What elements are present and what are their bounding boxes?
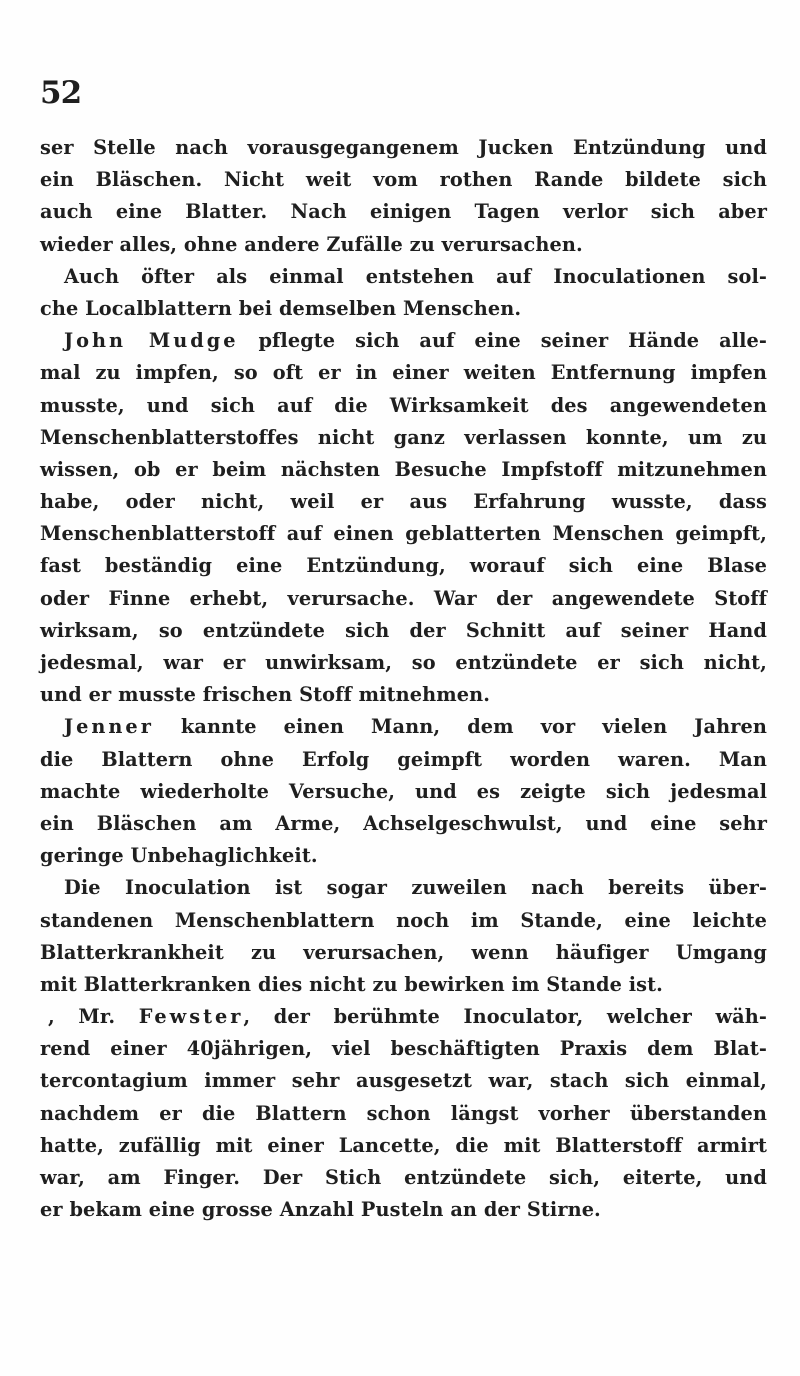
text-line: mit Blatterkranken dies nicht zu bewirken im Stande ist. [40, 972, 663, 996]
text-line: wieder alles, ohne andere Zufälle zu verursachen. [40, 232, 583, 256]
text-line: wirksam, so entzündete sich der Schnitt auf seiner Hand [40, 618, 767, 642]
text-line: tercontagium immer sehr ausgesetzt war, stach sich einmal, [40, 1069, 767, 1093]
text-line: standenen Menschenblattern noch im Stande, eine leichte [40, 908, 767, 932]
person-name: Jenner [64, 715, 154, 739]
text-line: die Blattern ohne Erfolg geimpft worden waren. Man [40, 747, 767, 771]
text-line: Die Inoculation ist sogar zuweilen nach bereits über- [64, 876, 767, 900]
text-line: machte wiederholte Versuche, und es zeigte sich jedesmal [40, 779, 767, 803]
text-line: habe, oder nicht, weil er aus Erfahrung wusste, dass [40, 490, 767, 514]
text-line: che Localblattern bei demselben Menschen. [40, 296, 522, 320]
text-line [40, 711, 767, 743]
text-line: auch eine Blatter. Nach einigen Tagen verlor sich aber [40, 200, 767, 224]
page-number: 52 [40, 75, 82, 111]
stray-mark: , [48, 1005, 55, 1029]
text-line: ser Stelle nach vorausgegangenem Jucken Entzündung und [40, 136, 767, 159]
text-line [40, 325, 767, 357]
text-line: war, am Finger. Der Stich entzündete sich, eiterte, und [40, 1166, 767, 1189]
line-text: , der berühmte Inoculator, welcher wäh- [243, 1005, 767, 1029]
text-line: und er musste frischen Stoff mitnehmen. [40, 683, 491, 707]
body-text [40, 132, 767, 1226]
text-line [40, 1001, 767, 1033]
text-line: ein Bläschen am Arme, Achselgeschwulst, und eine sehr [40, 811, 767, 835]
text-line: rend einer 40jährigen, viel beschäftigten Praxis dem Blat- [40, 1037, 767, 1061]
text-line: geringe Unbehaglichkeit. [40, 844, 318, 868]
line-text: pflegte sich auf eine seiner Hände alle- [238, 329, 768, 353]
text-line: ein Bläschen. Nicht weit vom rothen Rande bildete sich [40, 168, 767, 192]
text-line: Blatterkrankheit zu verursachen, wenn häufiger Umgang [40, 940, 767, 964]
line-text: kannte einen Mann, dem vor vielen Jahren [153, 715, 767, 739]
text-line: mal zu impfen, so oft er in einer weiten Entfernung impfen [40, 361, 767, 385]
line-text: Mr. [54, 1005, 139, 1029]
text-line: Menschenblatterstoff auf einen geblatterten Menschen geimpft, [40, 522, 767, 546]
text-line: wissen, ob er beim nächsten Besuche Impfstoff mitzunehmen [40, 457, 767, 481]
text-line: Auch öfter als einmal entstehen auf Inoculationen sol- [64, 264, 767, 288]
person-name: John Mudge [64, 329, 239, 353]
person-name: Fewster [138, 1005, 244, 1029]
text-line: musste, und sich auf die Wirksamkeit des angewendeten [40, 393, 767, 417]
text-line: Menschenblatterstoffes nicht ganz verlassen konnte, um zu [40, 425, 767, 449]
text-line: hatte, zufällig mit einer Lancette, die mit Blatterstoff armirt [40, 1133, 767, 1157]
text-line: nachdem er die Blattern schon längst vorher überstanden [40, 1101, 767, 1125]
text-line: fast beständig eine Entzündung, worauf sich eine Blase [40, 554, 767, 578]
text-line: oder Finne erhebt, verursache. War der angewendete Stoff [40, 586, 767, 610]
text-line: er bekam eine grosse Anzahl Pusteln an der Stirne. [40, 1198, 601, 1222]
text-line: jedesmal, war er unwirksam, so entzündete er sich nicht, [40, 651, 767, 674]
